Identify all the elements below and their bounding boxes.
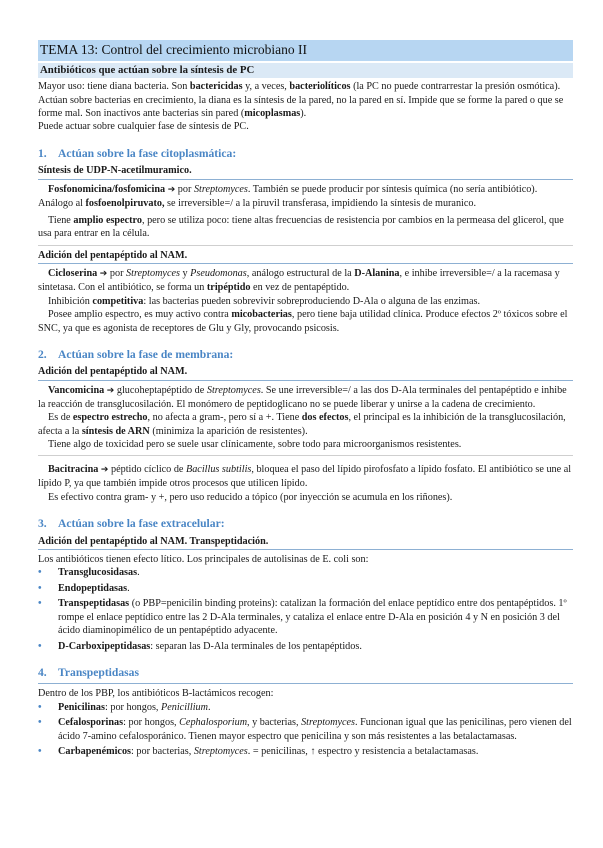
paragraph-posee: Posee amplio espectro, es muy activo contra micobacterias, pero tiene baja utilidad clínica. Produce efectos 2º tóxicos sobre el SNC, ya que es agonista de receptores de Glu y Gly, provocando psicosis. xyxy=(38,309,568,334)
list-item: • Transpeptidasas (o PBP=penicilin binding proteins): catalizan la formación del enlace peptídico entre dos pentapéptidos. 1º rompe el enlace peptídico entre las 2 D-Ala terminales, y cataliza el enlace entre D-Ala en posición 4 y N en posición 3 del ácido diaminopimélico de un pentapéptido adyacente. xyxy=(38,598,567,637)
intro-paragraph: Mayor uso: tiene diana bacteria. Son bactericidas y, a veces, bacteriolíticos (la PC no puede contrarrestar la presión osmótica). xyxy=(38,81,561,93)
paragraph-fosfomicina: Fosfonomicina/fosfomicina ➔ por Streptomyces. También se puede producir por síntesis química (no sería antibiótico). Análogo al fosfoenolpiruvato, se irreversible=/ a la piruvil transferasa, impidiendo la síntesis de muranico. xyxy=(38,183,538,209)
subheading: Adición del pentapéptido al NAM. Transpeptidación. xyxy=(38,535,269,547)
paragraph-cicloserina: Cicloserina ➔ por Streptomyces y Pseudomonas, análogo estructural de la D-Alanina, e inhibe irreversible=/ a la racemasa y sintetasa. Con el antibiótico, se forma un tripéptido en vez de pentapéptido. xyxy=(38,268,560,294)
section-heading: 3. Actúan sobre la fase extracelular: xyxy=(38,517,225,531)
arrow-icon: ➔ xyxy=(99,269,108,280)
list-item: • Penicilinas: por hongos, Penicillium. xyxy=(38,701,211,713)
intro-paragraph: Actúan sobre bacterias en crecimiento, la diana es la síntesis de la pared, no la pared en sí. Impide que se forme la pared o que se forme mal. Son inactivos ante bacterias sin pared (micoplasmas). xyxy=(38,94,564,119)
paragraph-pbp: Dentro de los PBP, los antibióticos B-lactámicos recogen: xyxy=(38,688,274,700)
intro-paragraph: Puede actuar sobre cualquier fase de síntesis de PC. xyxy=(38,121,249,133)
list-item: • Transglucosidasas. xyxy=(38,567,140,579)
paragraph-vancomicina: Vancomicina ➔ glucoheptapéptido de Streptomyces. Se une irreversible=/ a las dos D-Ala terminales del pentapéptido e inhibe la reacción de transglucosilación. El monómero de peptidoglicano no se puede liberar y unirse a la cadena de crecimiento. xyxy=(38,384,567,410)
paragraph-espectro-estrecho: Es de espectro estrecho, no afecta a gram-, pero sí a +. Tiene dos efectos, el principal es la inhibición de la transglucosilación, afecta a la síntesis de ARN (minimiza la aparición de resistentes). xyxy=(38,412,566,437)
divider xyxy=(38,179,573,180)
section-heading: 1. Actúan sobre la fase citoplasmática: xyxy=(38,146,237,160)
section-heading: 2. Actúan sobre la fase de membrana: xyxy=(38,348,234,361)
bullet-icon: • xyxy=(38,640,42,652)
divider xyxy=(38,263,573,264)
list-item: • Cefalosporinas: por hongos, Cephalosporium, y bacterias, Streptomyces. Funcionan igual que las penicilinas, pero vienen del ácido 7-amino cefalosporánico. Tienen mayor espectro que penicilina y son más resistentes a las betalactamasas. xyxy=(38,717,572,742)
divider xyxy=(38,549,573,550)
list-item: • Carbapenémicos: por bacterias, Streptomyces. = penicilinas, ↑ espectro y resistencia a betalactamasas. xyxy=(38,746,479,758)
bullet-icon: • xyxy=(38,567,42,579)
divider xyxy=(38,380,573,381)
subheading: Adición del pentapéptido al NAM. xyxy=(38,366,188,378)
divider xyxy=(38,683,573,684)
paragraph-bacitracina: Bacitracina ➔ péptido cíclico de Bacillus subtilis, bloquea el paso del lípido pirofosfato a lípido fosfato. El antibiótico se une al lípido P, ya que también impide otros procesos que utilicen lípido. xyxy=(38,464,572,490)
page-title: TEMA 13: Control del crecimiento microbiano II xyxy=(38,40,573,61)
arrow-icon: ➔ xyxy=(167,184,176,195)
section-heading: 4. Transpeptidasas xyxy=(38,666,139,680)
subtitle: Antibióticos que actúan sobre la síntesis de PC xyxy=(38,63,573,78)
paragraph-toxicidad: Tiene algo de toxicidad pero se suele usar clínicamente, sobre todo para microorganismos resistentes. xyxy=(38,438,573,456)
arrow-icon: ➔ xyxy=(106,385,115,396)
paragraph-espectro: Tiene amplio espectro, pero se utiliza poco: tiene altas frecuencias de resistencia por cambios en la permeasa del glicerol, que usa para entrar en la célula. xyxy=(38,214,573,246)
paragraph-inhibicion: Inhibición competitiva: las bacterias pueden sobrevivir sobreproduciendo D-Ala o alguna de las enzimas. xyxy=(48,295,480,307)
bullet-icon: • xyxy=(38,701,42,713)
bullet-icon: • xyxy=(38,582,42,594)
subheading: Adición del pentapéptido al NAM. xyxy=(38,249,188,261)
arrow-icon: ➔ xyxy=(100,465,109,476)
paragraph-bacitracina-uso: Es efectivo contra gram- y +, pero uso reducido a tópico (por inyección se acumula en los riñones). xyxy=(48,491,453,503)
bullet-icon: • xyxy=(38,717,42,729)
bullet-icon: • xyxy=(38,598,42,610)
betalactamicos-list xyxy=(38,701,573,759)
bullet-icon: • xyxy=(38,746,42,758)
paragraph-autolisinas: Los antibióticos tienen efecto lítico. Los principales de autolisinas de E. coli son: xyxy=(38,553,369,565)
list-item: • D-Carboxipeptidasas: separan las D-Ala terminales de los pentapéptidos. xyxy=(38,640,362,652)
list-item: • Endopeptidasas. xyxy=(38,582,130,594)
subheading: Síntesis de UDP-N-acetilmuramico. xyxy=(38,165,192,177)
autolisinas-list xyxy=(38,566,573,653)
